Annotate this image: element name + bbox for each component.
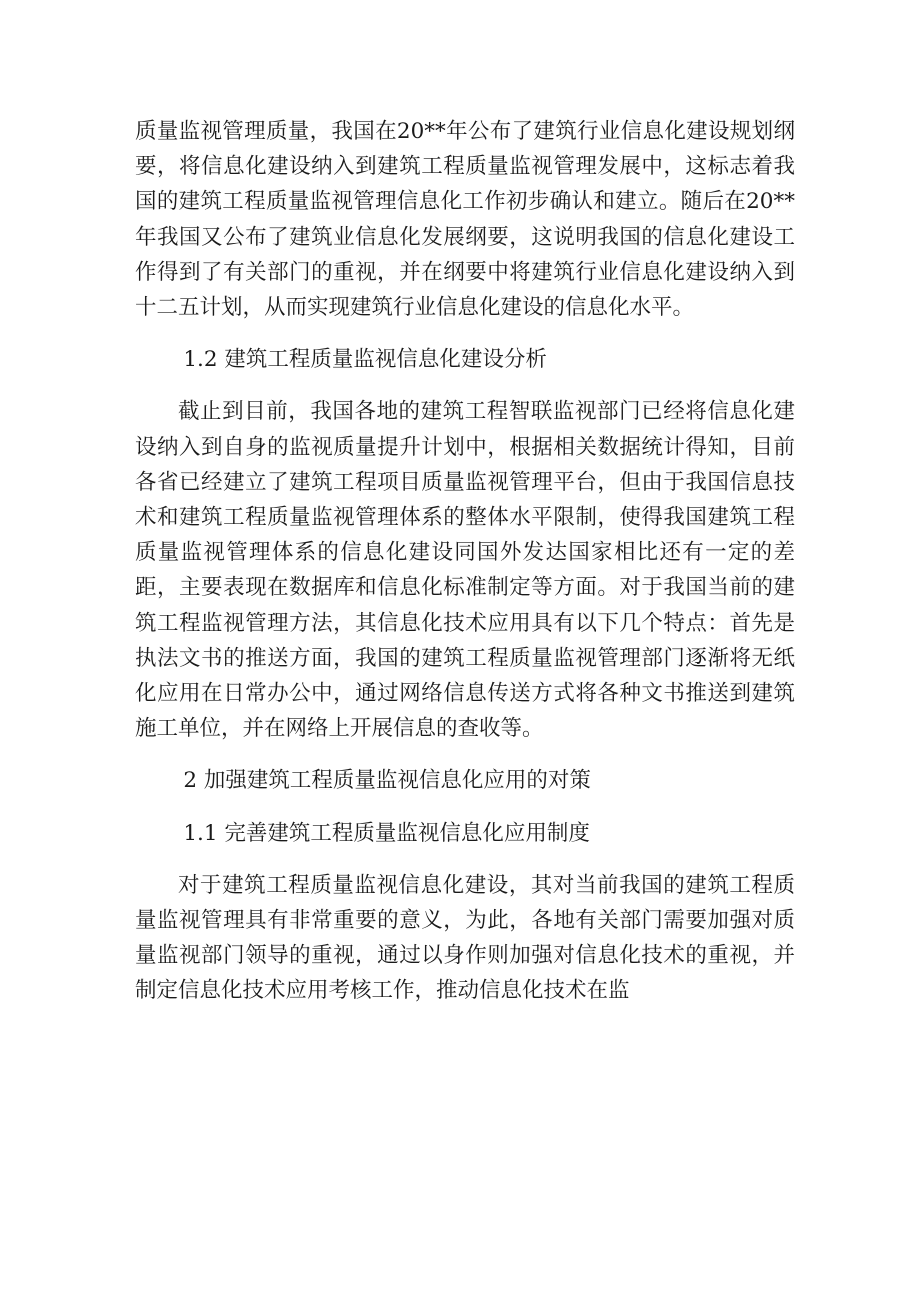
paragraph-1: 质量监视管理质量，我国在20**年公布了建筑行业信息化建设规划纲要，将信息化建设纳入到建筑工程质量监视管理发展中，这标志着我国的建筑工程质量监视管理信息化工作初步确认和建立。随后在20**年我国又公布了建筑业信息化发展纲要，这说明我国的信息化建设工作得到了有关部门的重视，并在纲要中将建筑行业信息化建设纳入到十二五计划，从而实现建筑行业信息化建设的信息化水平。	[135, 119, 795, 321]
document-body	[135, 114, 795, 1009]
section-heading-2: 2 加强建筑工程质量监视信息化应用的对策	[183, 768, 591, 794]
section-heading-1-2: 1.2 建筑工程质量监视信息化建设分析	[183, 347, 547, 373]
section-heading-1-1: 1.1 完善建筑工程质量监视信息化应用制度	[183, 820, 590, 846]
paragraph-2: 截止到目前，我国各地的建筑工程智联监视部门已经将信息化建设纳入到自身的监视质量提升计划中，根据相关数据统计得知，目前各省已经建立了建筑工程项目质量监视管理平台，但由于我国信息技术和建筑工程质量监视管理体系的整体水平限制，使得我国建筑工程质量监视管理体系的信息化建设同国外发达国家相比还有一定的差距，主要表现在数据库和信息化标准制定等方面。对于我国当前的建筑工程监视管理方法，其信息化技术应用具有以下几个特点：首先是执法文书的推送方面，我国的建筑工程质量监视管理部门逐渐将无纸化应用在日常办公中，通过网络信息传送方式将各种文书推送到建筑施工单位，并在网络上开展信息的查收等。	[135, 399, 795, 742]
paragraph-3: 对于建筑工程质量监视信息化建设，其对当前我国的建筑工程质量监视管理具有非常重要的意义，为此，各地有关部门需要加强对质量监视部门领导的重视，通过以身作则加强对信息化技术的重视，并制定信息化技术应用考核工作，推动信息化技术在监	[135, 872, 795, 1004]
